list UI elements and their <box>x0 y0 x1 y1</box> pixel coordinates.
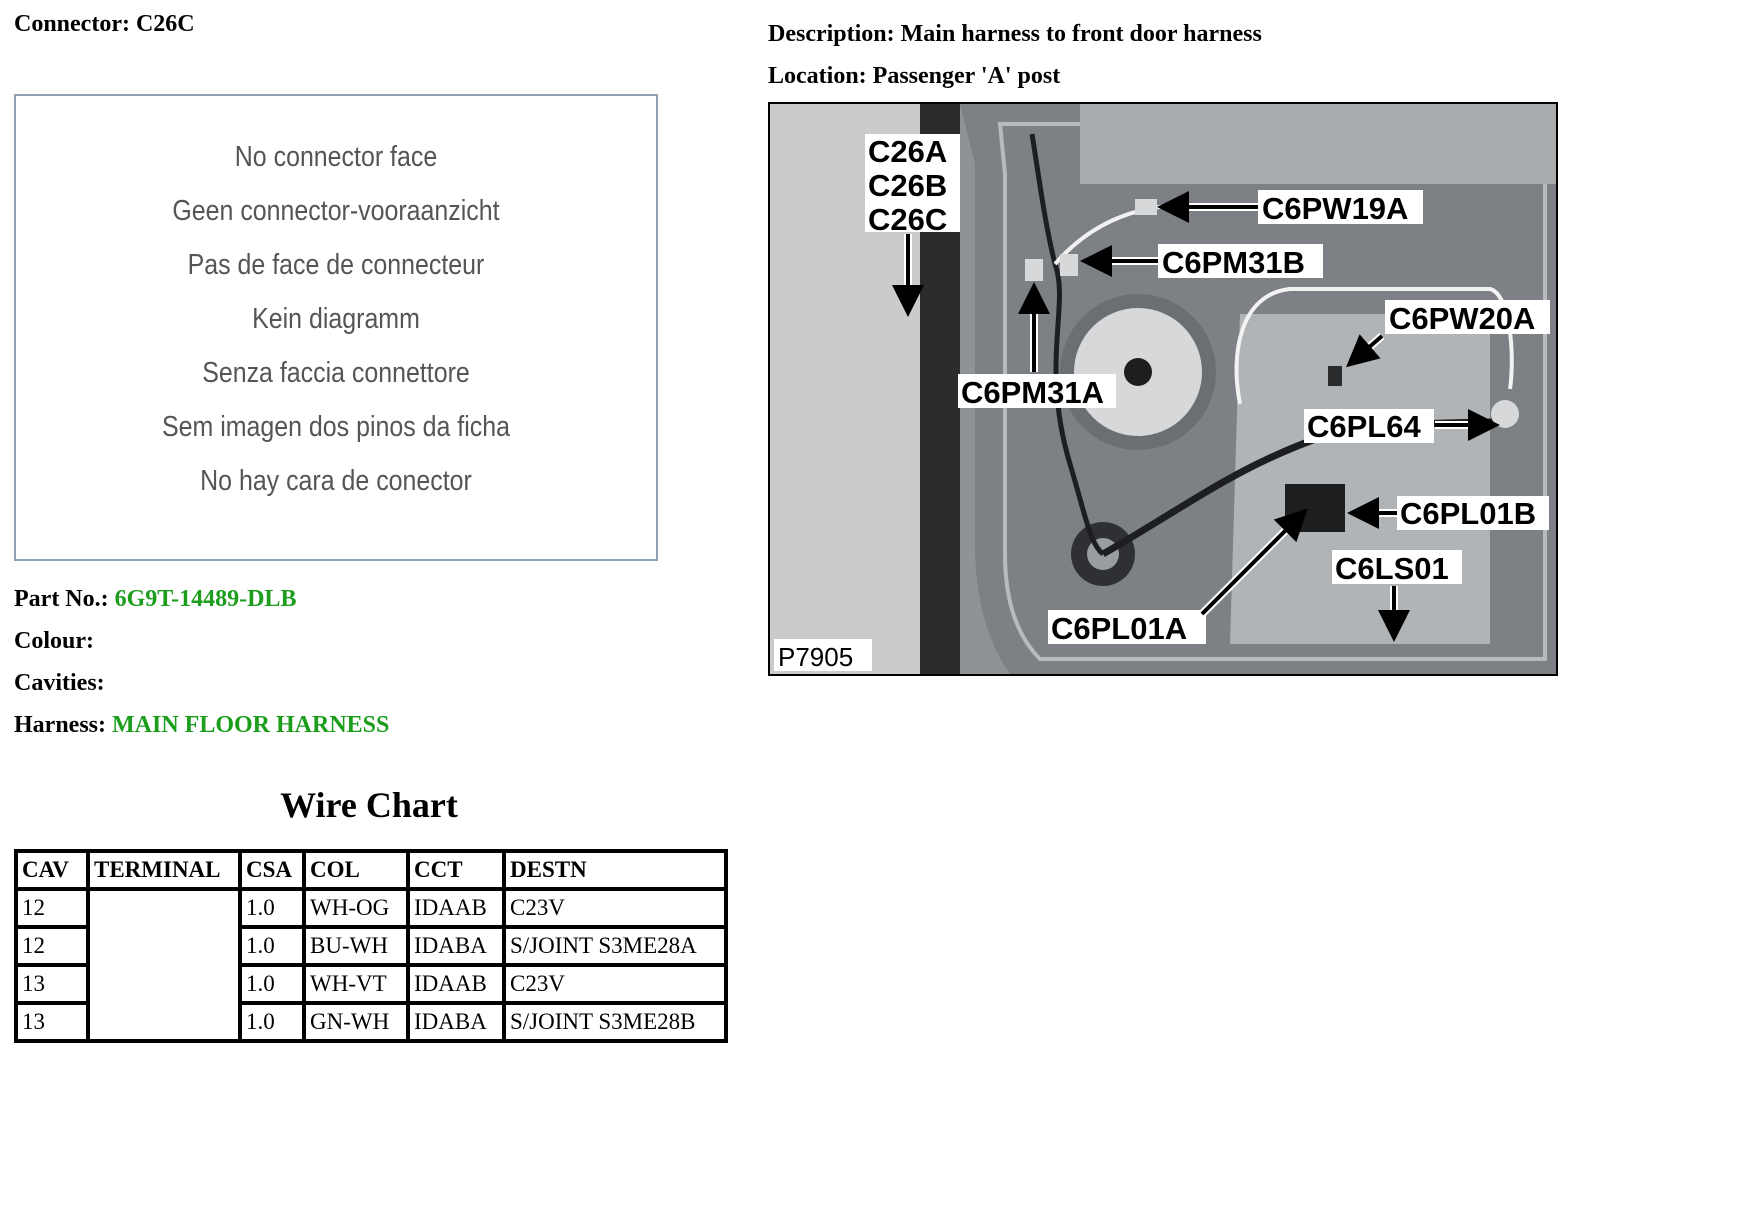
column-header-cav: CAV <box>16 851 88 889</box>
no-face-line-spanish: No hay cara de conector <box>200 465 472 497</box>
column-header-destn: DESTN <box>504 851 726 889</box>
cell-csa: 1.0 <box>240 1003 304 1041</box>
label-c6pw20a: C6PW20A <box>1389 301 1536 336</box>
label-c6pl01a: C6PL01A <box>1051 611 1188 646</box>
cell-destn: C23V <box>504 965 726 1003</box>
part-number-line <box>14 587 296 611</box>
label-c6pw19a: C6PW19A <box>1262 191 1409 226</box>
window-area <box>1080 104 1556 184</box>
no-connector-face-text-list <box>16 134 656 512</box>
location-value: Passenger 'A' post <box>872 63 1061 89</box>
cavities-line <box>14 671 105 695</box>
cell-cav: 12 <box>16 889 88 927</box>
cell-cct: IDAAB <box>408 889 504 927</box>
no-face-line-german: Kein diagramm <box>252 303 420 335</box>
wire-chart-title: Wire Chart <box>280 785 458 825</box>
no-face-line-english: No connector face <box>234 141 438 173</box>
connector-c6pm31b <box>1060 254 1078 276</box>
cell-col: GN-WH <box>304 1003 408 1041</box>
label-c6pl01b: C6PL01B <box>1400 496 1537 531</box>
cell-col: BU-WH <box>304 927 408 965</box>
label-c6pl64: C6PL64 <box>1307 409 1421 444</box>
connector-location-diagram <box>768 102 1558 676</box>
cell-csa: 1.0 <box>240 889 304 927</box>
colour-label: Colour: <box>14 628 94 654</box>
cell-cav: 13 <box>16 1003 88 1041</box>
cell-cav: 13 <box>16 965 88 1003</box>
cell-destn: S/JOINT S3ME28B <box>504 1003 726 1041</box>
column-header-csa: CSA <box>240 851 304 889</box>
cell-destn: C23V <box>504 889 726 927</box>
description-value: Main harness to front door harness <box>900 21 1262 47</box>
connector-c6pw19a <box>1135 199 1157 215</box>
description-line <box>768 22 1262 46</box>
column-header-terminal: TERMINAL <box>88 851 240 889</box>
speaker-center <box>1124 358 1152 386</box>
cell-col: WH-OG <box>304 889 408 927</box>
column-header-cct: CCT <box>408 851 504 889</box>
door-illustration <box>770 104 1556 674</box>
figure-id: P7905 <box>778 642 854 672</box>
cell-cct: IDAAB <box>408 965 504 1003</box>
label-c26a: C26A <box>868 134 948 169</box>
no-face-line-portuguese: Sem imagen dos pinos da ficha <box>161 411 510 443</box>
part-number-label: Part No.: <box>14 586 109 612</box>
connector-title <box>14 12 195 36</box>
connector-c6pm31a <box>1025 259 1043 281</box>
cell-terminal <box>88 889 240 1041</box>
cell-csa: 1.0 <box>240 965 304 1003</box>
colour-line <box>14 629 94 653</box>
cavities-label: Cavities: <box>14 670 105 696</box>
connector-c6pl64 <box>1491 400 1519 428</box>
location-line <box>768 64 1060 88</box>
cell-cav: 12 <box>16 927 88 965</box>
cell-csa: 1.0 <box>240 927 304 965</box>
label-c6ls01: C6LS01 <box>1335 551 1449 586</box>
regulator-plate <box>1230 314 1490 644</box>
label-c6pm31a: C6PM31A <box>961 375 1104 410</box>
harness-line <box>14 713 389 737</box>
connector-value: C26C <box>135 11 195 37</box>
connector-c6pw20a <box>1328 366 1342 386</box>
label-c6pm31b: C6PM31B <box>1162 245 1305 280</box>
cell-col: WH-VT <box>304 965 408 1003</box>
part-number-value: 6G9T-14489-DLB <box>114 586 297 612</box>
table-header-row <box>16 851 726 889</box>
no-face-line-french: Pas de face de connecteur <box>187 249 485 281</box>
column-header-col: COL <box>304 851 408 889</box>
label-c26c: C26C <box>868 202 948 237</box>
cell-cct: IDABA <box>408 1003 504 1041</box>
description-label: Description: <box>768 21 895 47</box>
connector-label: Connector: <box>14 11 130 37</box>
table-row <box>16 889 726 927</box>
location-label: Location: <box>768 63 867 89</box>
label-c26b: C26B <box>868 168 948 203</box>
harness-label: Harness: <box>14 712 106 738</box>
no-face-line-italian: Senza faccia connettore <box>202 357 470 389</box>
wire-chart-table <box>14 849 728 1043</box>
cell-cct: IDABA <box>408 927 504 965</box>
cell-destn: S/JOINT S3ME28A <box>504 927 726 965</box>
no-face-line-dutch: Geen connector-vooraanzicht <box>172 195 500 227</box>
no-connector-face-panel <box>14 94 658 561</box>
harness-value: MAIN FLOOR HARNESS <box>112 712 390 738</box>
